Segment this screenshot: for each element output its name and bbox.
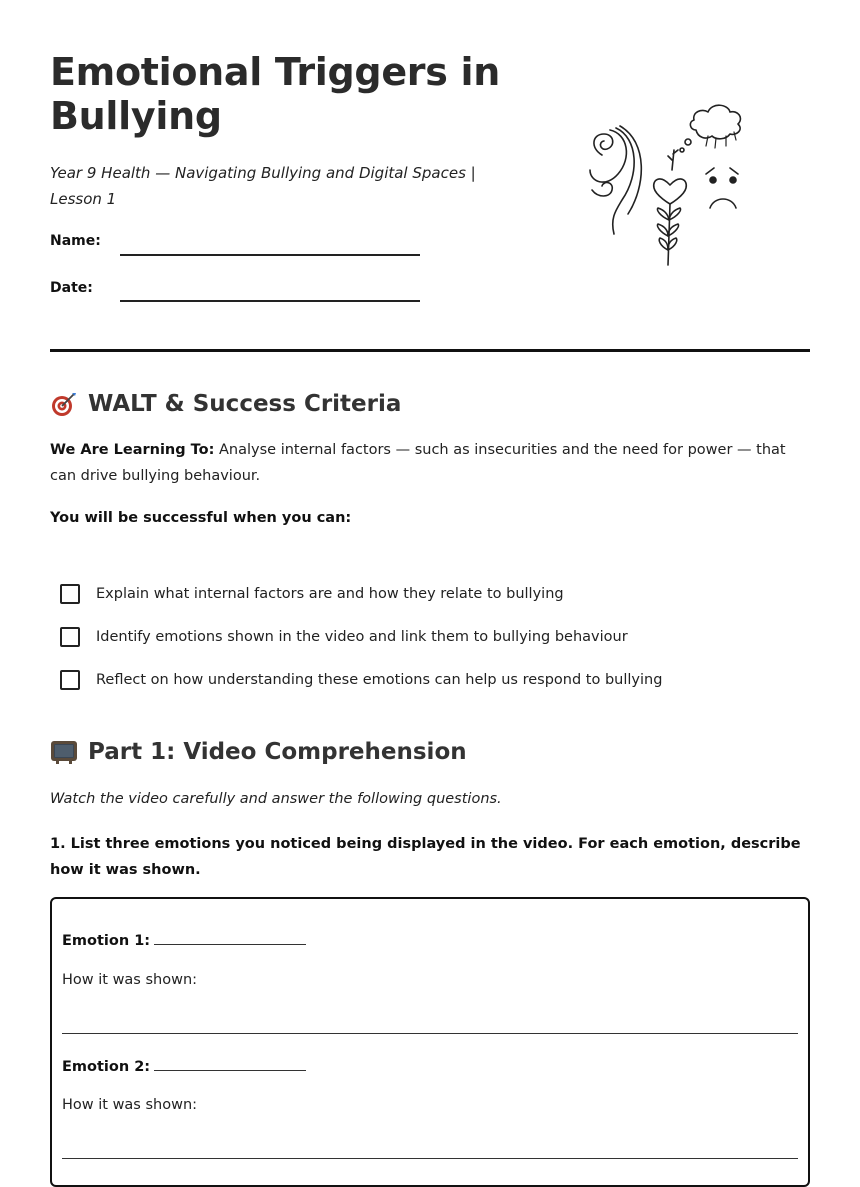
criteria-text: Identify emotions shown in the video and link them to bullying behaviour	[96, 628, 628, 645]
emotion-2-field[interactable]	[154, 1056, 306, 1071]
walt-heading	[50, 389, 401, 419]
success-intro: You will be successful when you can:	[50, 510, 352, 526]
header-divider	[50, 349, 810, 352]
answer-box	[50, 897, 810, 1187]
walt-text: Analyse internal factors — such as insecurities and the need for power — that can drive bullying behaviour.	[50, 442, 786, 484]
name-field[interactable]	[120, 254, 420, 256]
walt-statement	[50, 437, 810, 489]
walt-lead: We Are Learning To:	[50, 442, 215, 458]
emotion-2-answer-line[interactable]	[62, 1158, 798, 1159]
question-1: 1. List three emotions you noticed being displayed in the video. For each emotion, describe how it was shown.	[50, 836, 801, 878]
date-field[interactable]	[120, 300, 420, 302]
list-item	[60, 615, 800, 658]
criteria-checkbox[interactable]	[60, 627, 80, 647]
emotion-2-label-text: Emotion 2:	[62, 1059, 151, 1075]
page-subtitle: Year 9 Health — Navigating Bullying and Digital Spaces | Lesson 1	[50, 164, 476, 208]
emotion-1-field[interactable]	[154, 930, 306, 945]
name-label: Name:	[50, 233, 101, 249]
criteria-text: Explain what internal factors are and how they relate to bullying	[96, 585, 564, 602]
criteria-checkbox[interactable]	[60, 670, 80, 690]
list-item	[60, 572, 800, 615]
emotion-1-label	[62, 930, 306, 949]
emotion-1-answer-line[interactable]	[62, 1033, 798, 1034]
emotion-2-label	[62, 1056, 306, 1075]
success-criteria-list	[60, 572, 800, 701]
part1-heading	[50, 737, 467, 767]
emotions-illustration	[580, 90, 760, 270]
criteria-text: Reflect on how understanding these emotions can help us respond to bullying	[96, 671, 663, 688]
date-label: Date:	[50, 280, 93, 296]
emotion-1-label-text: Emotion 1:	[62, 933, 151, 949]
walt-heading-text: WALT & Success Criteria	[88, 391, 402, 417]
part1-heading-text: Part 1: Video Comprehension	[88, 739, 467, 765]
target-icon	[50, 390, 78, 418]
tv-icon	[50, 738, 78, 766]
emotion-1-shown-label: How it was shown:	[62, 972, 198, 988]
criteria-checkbox[interactable]	[60, 584, 80, 604]
page-title: Emotional Triggers in Bullying	[50, 50, 500, 138]
part1-instruction: Watch the video carefully and answer the following questions.	[50, 791, 502, 807]
emotion-2-shown-label: How it was shown:	[62, 1097, 198, 1113]
list-item	[60, 658, 800, 701]
